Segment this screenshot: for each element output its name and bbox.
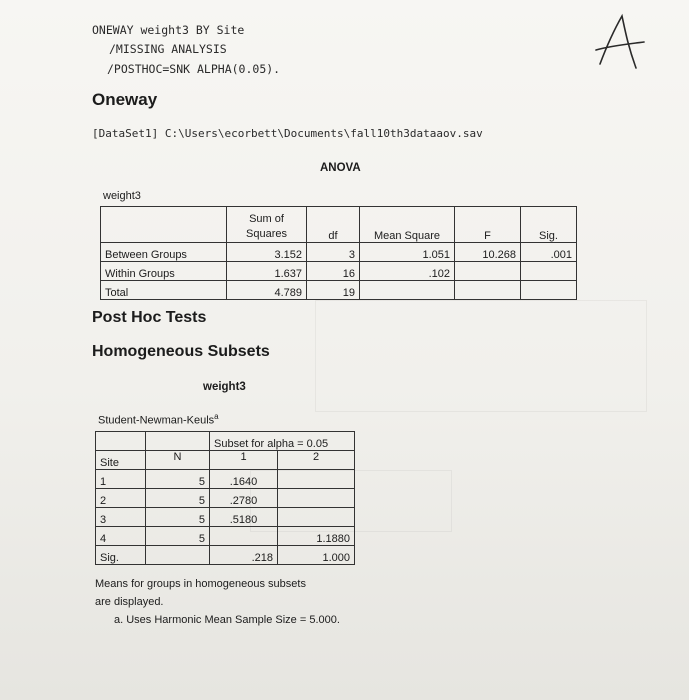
cell-f xyxy=(455,262,521,281)
note-line-2: are displayed. xyxy=(95,596,164,608)
cell-sig-subset-1: .218 xyxy=(210,546,278,565)
snk-row-site-2 xyxy=(96,489,355,508)
anova-header-sig: Sig. xyxy=(521,207,577,243)
cell-site: 3 xyxy=(96,508,146,527)
cell-n: 5 xyxy=(146,470,210,489)
anova-row-within xyxy=(101,262,577,281)
cell-sig xyxy=(521,262,577,281)
cell-ms: .102 xyxy=(360,262,455,281)
cell-f xyxy=(455,281,521,300)
snk-col-n: N xyxy=(146,451,210,470)
cell-subset-1: .1640 xyxy=(210,470,278,489)
cell-ms xyxy=(360,281,455,300)
note-footnote-a: a. Uses Harmonic Mean Sample Size = 5.000. xyxy=(114,614,340,626)
syntax-line-3: /POSTHOC=SNK ALPHA(0.05). xyxy=(107,62,281,76)
anova-header-blank xyxy=(101,207,227,243)
snk-table xyxy=(95,431,355,565)
anova-header-ms: Mean Square xyxy=(360,207,455,243)
cell-subset-2 xyxy=(278,470,355,489)
row-label: Within Groups xyxy=(101,262,227,281)
snk-col-site: Site xyxy=(96,451,146,470)
cell-n: 5 xyxy=(146,508,210,527)
test-name-text: Student-Newman-Keuls xyxy=(98,414,215,427)
snk-col-subset-1: 1 xyxy=(210,451,278,470)
cell-n: 5 xyxy=(146,527,210,546)
note-line-1: Means for groups in homogeneous subsets xyxy=(95,578,306,590)
snk-variable-label: weight3 xyxy=(203,381,246,393)
cell-site: 4 xyxy=(96,527,146,546)
cell-subset-2: 1.1880 xyxy=(278,527,355,546)
snk-test-name xyxy=(98,412,219,427)
header-ss-line1: Sum of xyxy=(249,213,284,225)
anova-row-between xyxy=(101,243,577,262)
cell-sig: .001 xyxy=(521,243,577,262)
cell-sig-label: Sig. xyxy=(96,546,146,565)
cell-df: 19 xyxy=(307,281,360,300)
anova-header-df: df xyxy=(307,207,360,243)
cell-ss: 3.152 xyxy=(227,243,307,262)
cell-site: 2 xyxy=(96,489,146,508)
snk-row-site-4 xyxy=(96,527,355,546)
snk-row-sig xyxy=(96,546,355,565)
header-ss-line2: Squares xyxy=(246,228,287,240)
cell-n: 5 xyxy=(146,489,210,508)
anova-table xyxy=(100,206,577,300)
snk-header-blank xyxy=(146,432,210,451)
cell-site: 1 xyxy=(96,470,146,489)
cell-df: 16 xyxy=(307,262,360,281)
cell-ss: 4.789 xyxy=(227,281,307,300)
snk-row-site-3 xyxy=(96,508,355,527)
anova-header-row xyxy=(101,207,577,243)
footnote-marker: a xyxy=(214,412,219,421)
cell-ss: 1.637 xyxy=(227,262,307,281)
syntax-line-2: /MISSING ANALYSIS xyxy=(109,42,227,56)
snk-header-row-1 xyxy=(96,432,355,451)
cell-blank xyxy=(146,546,210,565)
homogeneous-subsets-heading: Homogeneous Subsets xyxy=(92,343,270,360)
dataset-path: [DataSet1] C:\Users\ecorbett\Documents\fall10th3dataaov.sav xyxy=(92,127,483,140)
snk-col-subset-2: 2 xyxy=(278,451,355,470)
cell-subset-2 xyxy=(278,489,355,508)
row-label: Between Groups xyxy=(101,243,227,262)
cell-f: 10.268 xyxy=(455,243,521,262)
anova-header-ss xyxy=(227,207,307,243)
cell-sig xyxy=(521,281,577,300)
row-label: Total xyxy=(101,281,227,300)
anova-title: ANOVA xyxy=(320,162,361,174)
cell-subset-2 xyxy=(278,508,355,527)
anova-row-total xyxy=(101,281,577,300)
post-hoc-heading: Post Hoc Tests xyxy=(92,309,207,326)
oneway-heading: Oneway xyxy=(92,90,158,109)
cell-subset-1 xyxy=(210,527,278,546)
handwritten-grade-mark xyxy=(592,12,647,72)
syntax-line-1: ONEWAY weight3 BY Site xyxy=(92,23,245,37)
snk-header-blank xyxy=(96,432,146,451)
bleed-through-table xyxy=(315,300,647,412)
cell-subset-1: .2780 xyxy=(210,489,278,508)
snk-subset-header: Subset for alpha = 0.05 xyxy=(210,432,355,451)
snk-row-site-1 xyxy=(96,470,355,489)
cell-subset-1: .5180 xyxy=(210,508,278,527)
cell-sig-subset-2: 1.000 xyxy=(278,546,355,565)
anova-header-f: F xyxy=(455,207,521,243)
cell-ms: 1.051 xyxy=(360,243,455,262)
anova-variable-label: weight3 xyxy=(103,190,141,202)
cell-df: 3 xyxy=(307,243,360,262)
snk-header-row-2 xyxy=(96,451,355,470)
